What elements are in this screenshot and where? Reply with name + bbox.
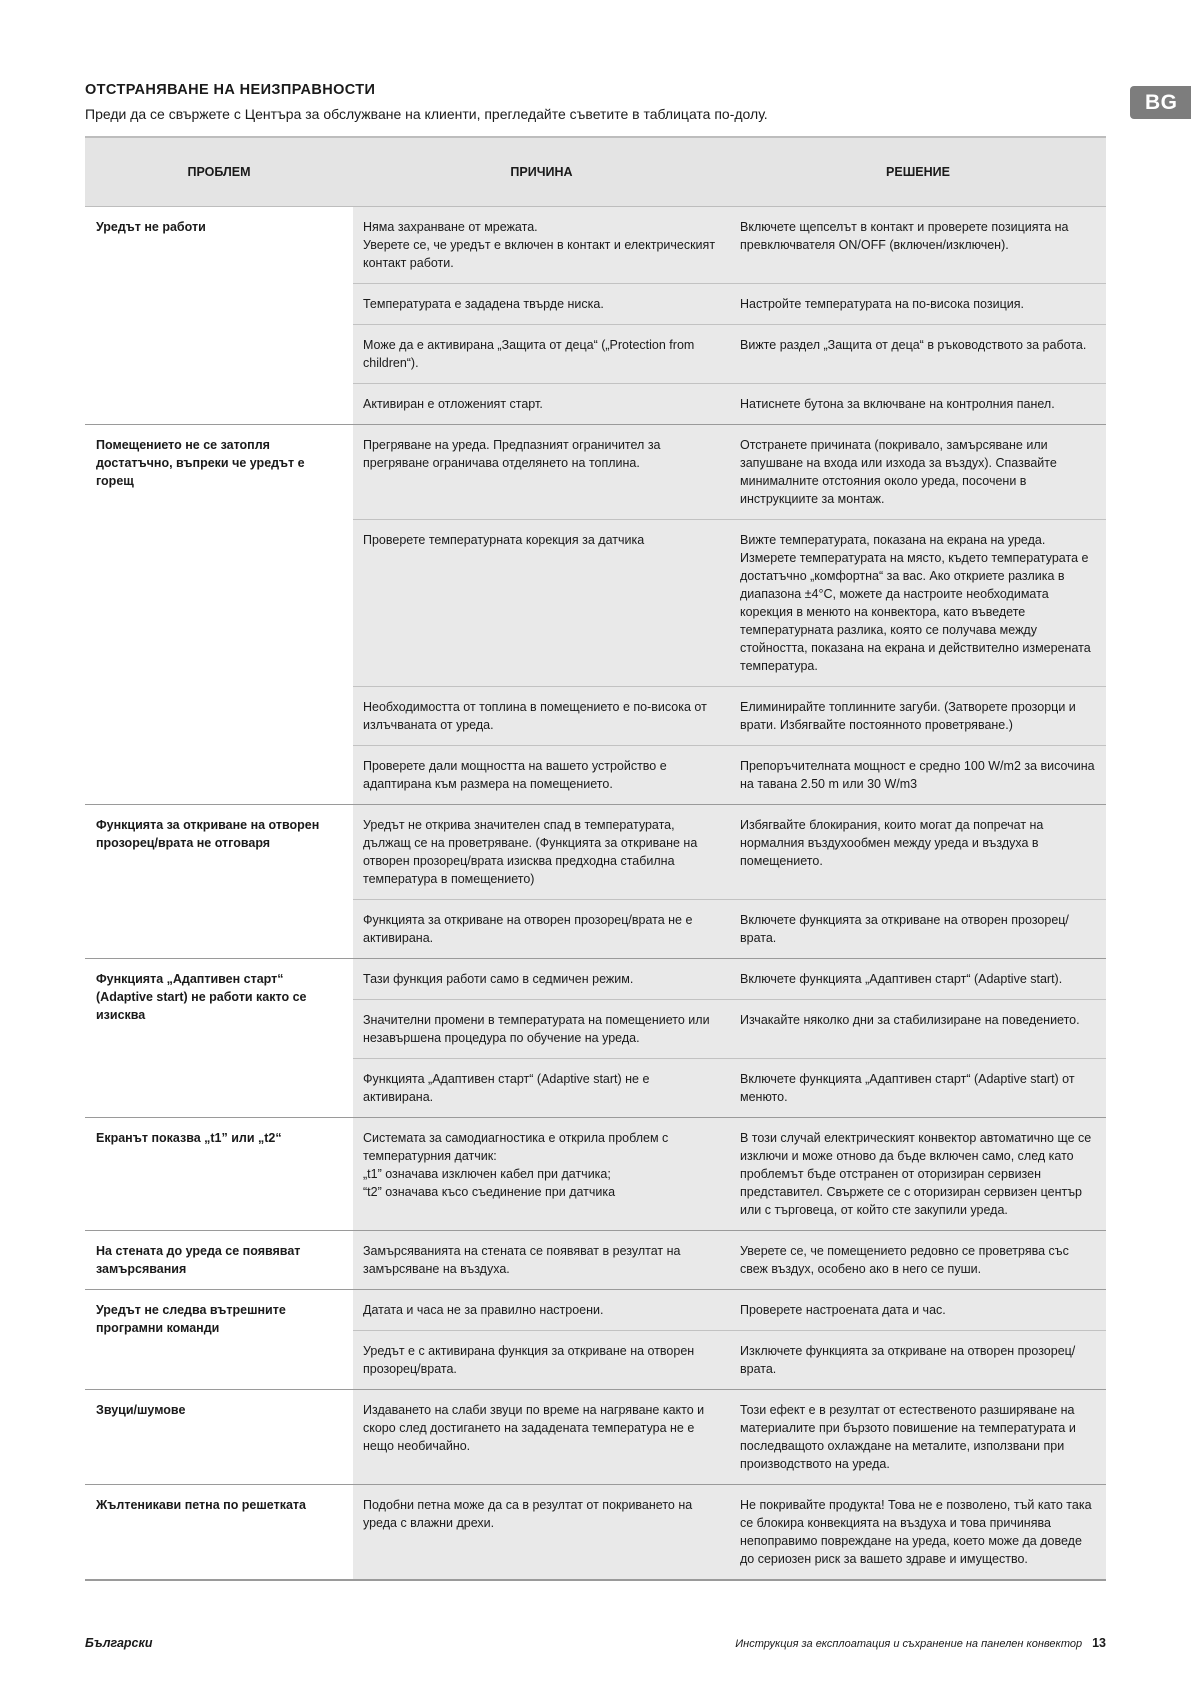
- page-title: ОТСТРАНЯВАНЕ НА НЕИЗПРАВНОСТИ: [85, 82, 376, 98]
- table-row: [85, 1290, 1106, 1331]
- cause-cell: Системата за самодиагностика е открила проблем с температурния датчик: „t1” означава изключен кабел при датчика; “t2” означава късо съединение при датчика: [353, 1118, 730, 1231]
- cause-cell: Функцията за откриване на отворен прозорец/врата не е активирана.: [353, 900, 730, 959]
- cause-cell: Уредът е с активирана функция за откриване на отворен прозорец/врата.: [353, 1331, 730, 1390]
- cause-cell: Уредът не открива значителен спад в температурата, дължащ се на проветряване. (Функцията за откриване на отворен прозорец/врата изисква предходна стабилна температура в помещението): [353, 805, 730, 900]
- cause-cell: Подобни петна може да са в резултат от покриването на уреда с влажни дрехи.: [353, 1485, 730, 1581]
- header-problem: ПРОБЛЕМ: [85, 137, 353, 207]
- problem-cell: Жълтеникави петна по решетката: [85, 1485, 353, 1581]
- footer-info: [735, 1636, 1106, 1650]
- footer-language: Български: [85, 1636, 153, 1650]
- table-header: [85, 137, 1106, 207]
- table-row: [85, 207, 1106, 284]
- page-number: 13: [1092, 1636, 1106, 1650]
- cause-cell: Няма захранване от мрежата. Уверете се, че уредът е включен в контакт и електрическият контакт работи.: [353, 207, 730, 284]
- solution-cell: Избягвайте блокирания, които могат да попречат на нормалния въздухообмен между уреда и въздуха в помещението.: [730, 805, 1106, 900]
- problem-cell: Звуци/шумове: [85, 1390, 353, 1485]
- cause-cell: Може да е активирана „Защита от деца“ („Protection from children“).: [353, 325, 730, 384]
- table-row: [85, 425, 1106, 520]
- cause-cell: Температурата е зададена твърде ниска.: [353, 284, 730, 325]
- language-tab: BG: [1130, 86, 1191, 119]
- intro-text: Преди да се свържете с Центъра за обслужване на клиенти, прегледайте съветите в таблицата по-долу.: [85, 106, 768, 122]
- solution-cell: Настройте температурата на по-висока позиция.: [730, 284, 1106, 325]
- table-row: [85, 1118, 1106, 1231]
- problem-cell: Функцията за откриване на отворен прозорец/врата не отговаря: [85, 805, 353, 959]
- solution-cell: Не покривайте продукта! Това не е позволено, тъй като така се блокира конвекцията на въздуха и това причинява непоправимо повреждане на уреда, което може да доведе до сериозен риск за вашето здраве и имущество.: [730, 1485, 1106, 1581]
- solution-cell: Препоръчителната мощност е средно 100 W/m2 за височина на тавана 2.50 m или 30 W/m3: [730, 746, 1106, 805]
- cause-cell: Тази функция работи само в седмичен режим.: [353, 959, 730, 1000]
- solution-cell: Вижте раздел „Защита от деца“ в ръководството за работа.: [730, 325, 1106, 384]
- table-row: [85, 805, 1106, 900]
- problem-cell: Екранът показва „t1” или „t2“: [85, 1118, 353, 1231]
- solution-cell: Проверете настроената дата и час.: [730, 1290, 1106, 1331]
- problem-cell: Функцията „Адаптивен старт“ (Adaptive start) не работи както се изисква: [85, 959, 353, 1118]
- cause-cell: Издаването на слаби звуци по време на нагряване както и скоро след достигането на зададената температура не е нещо необичайно.: [353, 1390, 730, 1485]
- problem-cell: Уредът не работи: [85, 207, 353, 425]
- header-solution: РЕШЕНИЕ: [730, 137, 1106, 207]
- solution-cell: Този ефект е в резултат от естественото разширяване на материалите при бързото повишение на температурата и последващото охлаждане на металите, използвани при производството на уреда.: [730, 1390, 1106, 1485]
- cause-cell: Датата и часа не за правилно настроени.: [353, 1290, 730, 1331]
- table-row: [85, 1485, 1106, 1581]
- table-row: [85, 959, 1106, 1000]
- solution-cell: Вижте температурата, показана на екрана на уреда. Измерете температурата на място, където температурата е достатъчно „комфортна“ за вас. Ако откриете разлика в диапазона ±4°C, можете да настроите необходимата корекция в менюто на конвектора, като въведете температурната разлика, която се получава между стойността, показана на екрана и действително измерената температура.: [730, 520, 1106, 687]
- header-cause: ПРИЧИНА: [353, 137, 730, 207]
- cause-cell: Проверете температурната корекция за датчика: [353, 520, 730, 687]
- solution-cell: Включете функцията за откриване на отворен прозорец/врата.: [730, 900, 1106, 959]
- solution-cell: Включете функцията „Адаптивен старт“ (Adaptive start).: [730, 959, 1106, 1000]
- problem-cell: Помещението не се затопля достатъчно, въпреки че уредът е горещ: [85, 425, 353, 805]
- problem-cell: Уредът не следва вътрешните програмни команди: [85, 1290, 353, 1390]
- table-row: [85, 1231, 1106, 1290]
- table-header-row: [85, 137, 1106, 207]
- troubleshooting-table-container: [85, 136, 1106, 1581]
- table-body: [85, 207, 1106, 1581]
- troubleshooting-table: [85, 136, 1106, 1581]
- solution-cell: Включете щепселът в контакт и проверете позицията на превключвателя ON/OFF (включен/изключен).: [730, 207, 1106, 284]
- footer-manual-title: Инструкция за експлоатация и съхранение на панелен конвектор: [735, 1638, 1083, 1650]
- cause-cell: Проверете дали мощността на вашето устройство е адаптирана към размера на помещението.: [353, 746, 730, 805]
- solution-cell: Уверете се, че помещението редовно се проветрява със свеж въздух, особено ако в него се пуши.: [730, 1231, 1106, 1290]
- solution-cell: В този случай електрическият конвектор автоматично ще се изключи и може отново да бъде включен само, след като проблемът бъде отстранен от оторизиран сервизен представител. Свържете се с оторизиран сервизен център или с търговеца, от който сте закупили уреда.: [730, 1118, 1106, 1231]
- table-row: [85, 1390, 1106, 1485]
- cause-cell: Значителни промени в температурата на помещението или незавършена процедура по обучение на уреда.: [353, 1000, 730, 1059]
- solution-cell: Включете функцията „Адаптивен старт“ (Adaptive start) от менюто.: [730, 1059, 1106, 1118]
- cause-cell: Активиран е отложеният старт.: [353, 384, 730, 425]
- problem-cell: На стената до уреда се появяват замърсявания: [85, 1231, 353, 1290]
- cause-cell: Замърсяванията на стената се появяват в резултат на замърсяване на въздуха.: [353, 1231, 730, 1290]
- cause-cell: Прегряване на уреда. Предпазният ограничител за прегряване ограничава отделянето на топлина.: [353, 425, 730, 520]
- solution-cell: Изключете функцията за откриване на отворен прозорец/врата.: [730, 1331, 1106, 1390]
- solution-cell: Натиснете бутона за включване на контролния панел.: [730, 384, 1106, 425]
- cause-cell: Необходимостта от топлина в помещението е по-висока от излъчваната от уреда.: [353, 687, 730, 746]
- solution-cell: Елиминирайте топлинните загуби. (Затворете прозорци и врати. Избягвайте постоянното проветряване.): [730, 687, 1106, 746]
- solution-cell: Отстранете причината (покривало, замърсяване или запушване на входа или изхода за въздух). Спазвайте минималните отстояния около уреда, посочени в инструкциите за монтаж.: [730, 425, 1106, 520]
- solution-cell: Изчакайте няколко дни за стабилизиране на поведението.: [730, 1000, 1106, 1059]
- cause-cell: Функцията „Адаптивен старт“ (Adaptive start) не е активирана.: [353, 1059, 730, 1118]
